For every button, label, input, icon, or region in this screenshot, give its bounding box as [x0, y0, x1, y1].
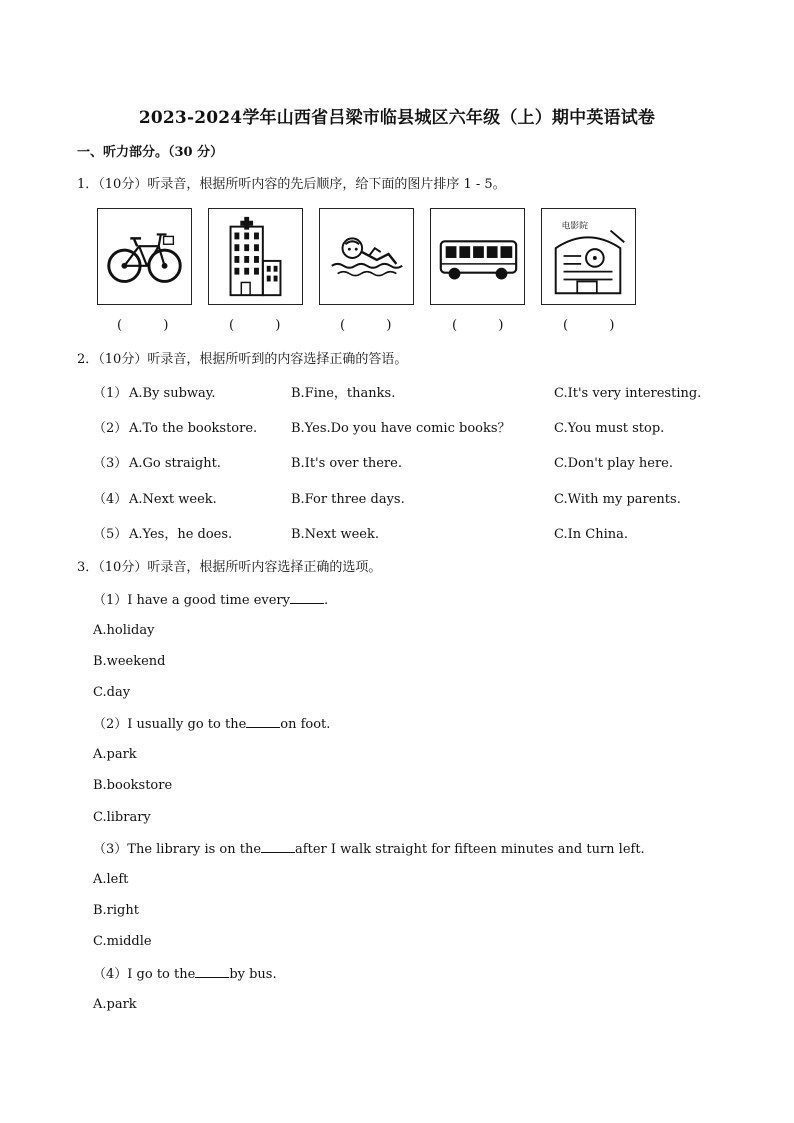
option-a[interactable]: A.By subway. [129, 386, 216, 401]
option-c[interactable]: C.You must stop. [554, 421, 665, 436]
sentence-after: by bus. [229, 967, 277, 982]
swimming-icon [320, 209, 413, 304]
option-b[interactable]: B.right [93, 903, 139, 918]
option-a[interactable]: A.park [93, 997, 137, 1012]
option-b[interactable]: B.bookstore [93, 778, 173, 793]
option-a[interactable]: A.holiday [93, 623, 155, 638]
option-a[interactable]: A.park [93, 747, 137, 762]
item-number: （4） [93, 492, 128, 507]
sentence-before: The library is on the [127, 842, 262, 857]
answer-slot-4[interactable]: ( ) [452, 318, 504, 333]
answer-blank[interactable] [195, 965, 229, 978]
answer-slot-3[interactable]: ( ) [340, 318, 392, 333]
answer-blank[interactable] [261, 840, 295, 853]
sentence-after: . [323, 593, 329, 608]
question-3-item-4 [93, 965, 277, 984]
answer-slot-5[interactable]: ( ) [563, 318, 615, 333]
option-b[interactable]: B.weekend [93, 654, 166, 669]
item-number: （1） [93, 386, 128, 401]
option-a[interactable]: A.Next week. [129, 492, 217, 507]
sentence-before: I have a good time every [127, 593, 290, 608]
option-c[interactable]: C.Don't play here. [554, 456, 673, 471]
bus-icon [431, 209, 524, 304]
question-2-stem: 2．（10分）听录音，根据所听到的内容选择正确的答语。 [77, 352, 408, 367]
sentence-after: on foot. [280, 717, 331, 732]
bicycle-icon [98, 209, 191, 304]
option-c[interactable]: C.middle [93, 934, 152, 949]
item-number: （2） [93, 717, 128, 732]
option-b[interactable]: B.Fine，thanks. [291, 386, 396, 401]
sentence-before: I usually go to the [127, 717, 247, 732]
question-1-stem: 1．（10分）听录音，根据所听内容的先后顺序，给下面的图片排序 1 - 5。 [77, 177, 506, 192]
picture-2 [208, 208, 303, 305]
option-b[interactable]: B.Next week. [291, 527, 379, 542]
hospital-icon [209, 209, 302, 304]
answer-blank[interactable] [246, 715, 280, 728]
question-3-item-1 [93, 591, 328, 610]
option-c[interactable]: C.In China. [554, 527, 628, 542]
picture-3 [319, 208, 414, 305]
item-number: （4） [93, 967, 128, 982]
picture-5 [541, 208, 636, 305]
cinema-icon [542, 209, 635, 304]
item-number: （3） [93, 456, 128, 471]
picture-4 [430, 208, 525, 305]
picture-1 [97, 208, 192, 305]
question-3-item-2 [93, 715, 330, 734]
option-b[interactable]: B.For three days. [291, 492, 405, 507]
item-number: （2） [93, 421, 128, 436]
option-c[interactable]: C.It's very interesting. [554, 386, 702, 401]
sentence-after: after I walk straight for fifteen minutes and turn left. [295, 842, 645, 857]
answer-slot-1[interactable]: ( ) [117, 318, 169, 333]
answer-blank[interactable] [290, 591, 324, 604]
item-number: （1） [93, 593, 128, 608]
cinema-sign-label: 电影院 [561, 221, 588, 232]
sentence-before: I go to the [127, 967, 196, 982]
option-c[interactable]: C.library [93, 810, 151, 825]
answer-slot-2[interactable]: ( ) [229, 318, 281, 333]
question-3-stem: 3．（10分）听录音，根据所听内容选择正确的选项。 [77, 560, 382, 575]
page-title: 2023-2024学年山西省吕梁市临县城区六年级（上）期中英语试卷 [138, 108, 656, 128]
item-number: （3） [93, 842, 128, 857]
option-c[interactable]: C.day [93, 685, 131, 700]
option-b[interactable]: B.Yes.Do you have comic books？ [291, 421, 511, 436]
option-a[interactable]: A.Yes，he does. [129, 527, 233, 542]
item-number: （5） [93, 527, 128, 542]
option-b[interactable]: B.It's over there. [291, 456, 402, 471]
option-c[interactable]: C.With my parents. [554, 492, 681, 507]
section-heading-listening: 一、听力部分。（30 分） [77, 145, 224, 160]
option-a[interactable]: A.left [93, 872, 129, 887]
option-a[interactable]: A.To the bookstore. [129, 421, 258, 436]
option-a[interactable]: A.Go straight. [129, 456, 221, 471]
question-3-item-3 [93, 840, 645, 859]
